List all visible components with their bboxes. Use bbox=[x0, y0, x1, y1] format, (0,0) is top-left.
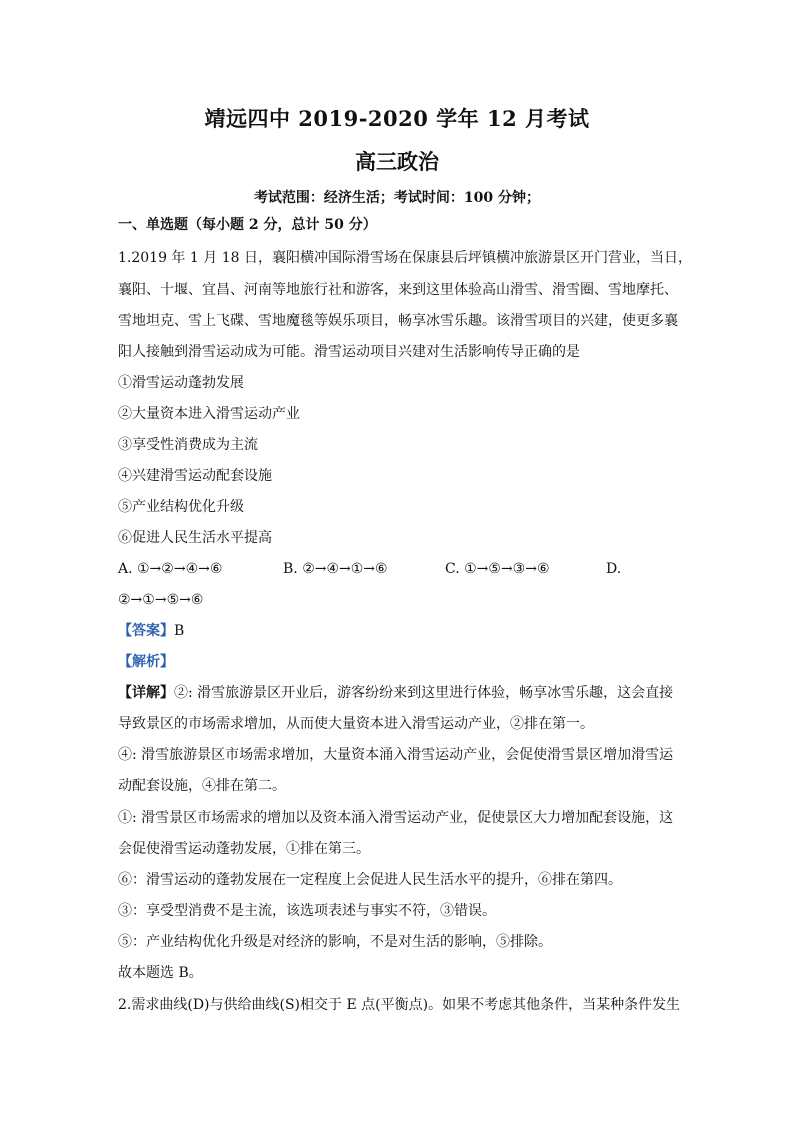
answer-line bbox=[118, 621, 678, 641]
detail-text: ②: 滑雪旅游景区开业后，游客纷纷来到这里进行体验，畅享冰雪乐趣，这会直接 bbox=[174, 685, 674, 701]
question-2-stem-line: 2.需求曲线(D)与供给曲线(S)相交于 E 点(平衡点)。如果不考虑其他条件，当某种条件发生 bbox=[118, 997, 681, 1013]
detail-tag: 【详解】 bbox=[118, 685, 174, 701]
analysis-line bbox=[118, 652, 678, 672]
section-heading: 一、单选题（每小题 2 分，总计 50 分） bbox=[118, 217, 377, 233]
detail-line: ⑤：产业结构优化升级是对经济的影响，不是对生活的影响，⑤排除。 bbox=[118, 934, 552, 950]
page-subtitle: 高三政治 bbox=[355, 149, 439, 174]
question-1-item: ①滑雪运动蓬勃发展 bbox=[118, 375, 244, 391]
detail-line: 动配套设施，④排在第二。 bbox=[118, 778, 286, 794]
answer-tag: 【答案】 bbox=[118, 623, 174, 639]
option-d-label: D. bbox=[606, 561, 622, 577]
detail-line: ①: 滑雪景区市场需求的增加以及资本涌入滑雪运动产业，促使景区大力增加配套设施，这 bbox=[118, 810, 674, 826]
page-title: 靖远四中 2019-2020 学年 12 月考试 bbox=[204, 106, 590, 131]
detail-line bbox=[118, 683, 678, 703]
option-d-value: ②→①→⑤→⑥ bbox=[118, 592, 204, 608]
question-1-stem-line: 1.2019 年 1 月 18 日，襄阳横冲国际滑雪场在保康县后坪镇横冲旅游景区开门营业，当日， bbox=[118, 250, 692, 266]
question-1-item: ③享受性消费成为主流 bbox=[118, 437, 258, 453]
detail-line: 会促使滑雪运动蓬勃发展，①排在第三。 bbox=[118, 841, 370, 857]
question-1-item: ②大量资本进入滑雪运动产业 bbox=[118, 406, 300, 422]
question-1-item: ⑥促进人民生活水平提高 bbox=[118, 530, 272, 546]
question-1-stem-line: 阳人接触到滑雪运动成为可能。滑雪运动项目兴建对生活影响传导正确的是 bbox=[118, 344, 580, 360]
option-b: B. ②→④→①→⑥ bbox=[283, 561, 388, 577]
question-1-stem-line: 襄阳、十堰、宜昌、河南等地旅行社和游客，来到这里体验高山滑雪、滑雪圈、雪地摩托、 bbox=[118, 282, 678, 298]
option-a: A. ①→②→④→⑥ bbox=[118, 561, 223, 577]
question-1-stem-line: 雪地坦克、雪上飞碟、雪地魔毯等娱乐项目，畅享冰雪乐趣。该滑雪项目的兴建，使更多襄 bbox=[118, 313, 678, 329]
detail-line: ④: 滑雪旅游景区市场需求增加，大量资本涌入滑雪运动产业，会促使滑雪景区增加滑雪运 bbox=[118, 747, 674, 763]
analysis-tag: 【解析】 bbox=[118, 654, 174, 670]
detail-line: 故本题选 B。 bbox=[118, 965, 203, 981]
detail-line: ⑥：滑雪运动的蓬勃发展在一定程度上会促进人民生活水平的提升，⑥排在第四。 bbox=[118, 872, 622, 888]
detail-line: ③：享受型消费不是主流，该选项表述与事实不符，③错误。 bbox=[118, 903, 496, 919]
detail-line: 导致景区的市场需求增加，从而使大量资本进入滑雪运动产业，②排在第一。 bbox=[118, 716, 594, 732]
option-c: C. ①→⑤→③→⑥ bbox=[445, 561, 550, 577]
exam-meta: 考试范围：经济生活；考试时间：100 分钟； bbox=[253, 190, 541, 206]
question-1-item: ⑤产业结构优化升级 bbox=[118, 499, 244, 515]
question-1-item: ④兴建滑雪运动配套设施 bbox=[118, 468, 272, 484]
answer-value: B bbox=[174, 623, 185, 639]
